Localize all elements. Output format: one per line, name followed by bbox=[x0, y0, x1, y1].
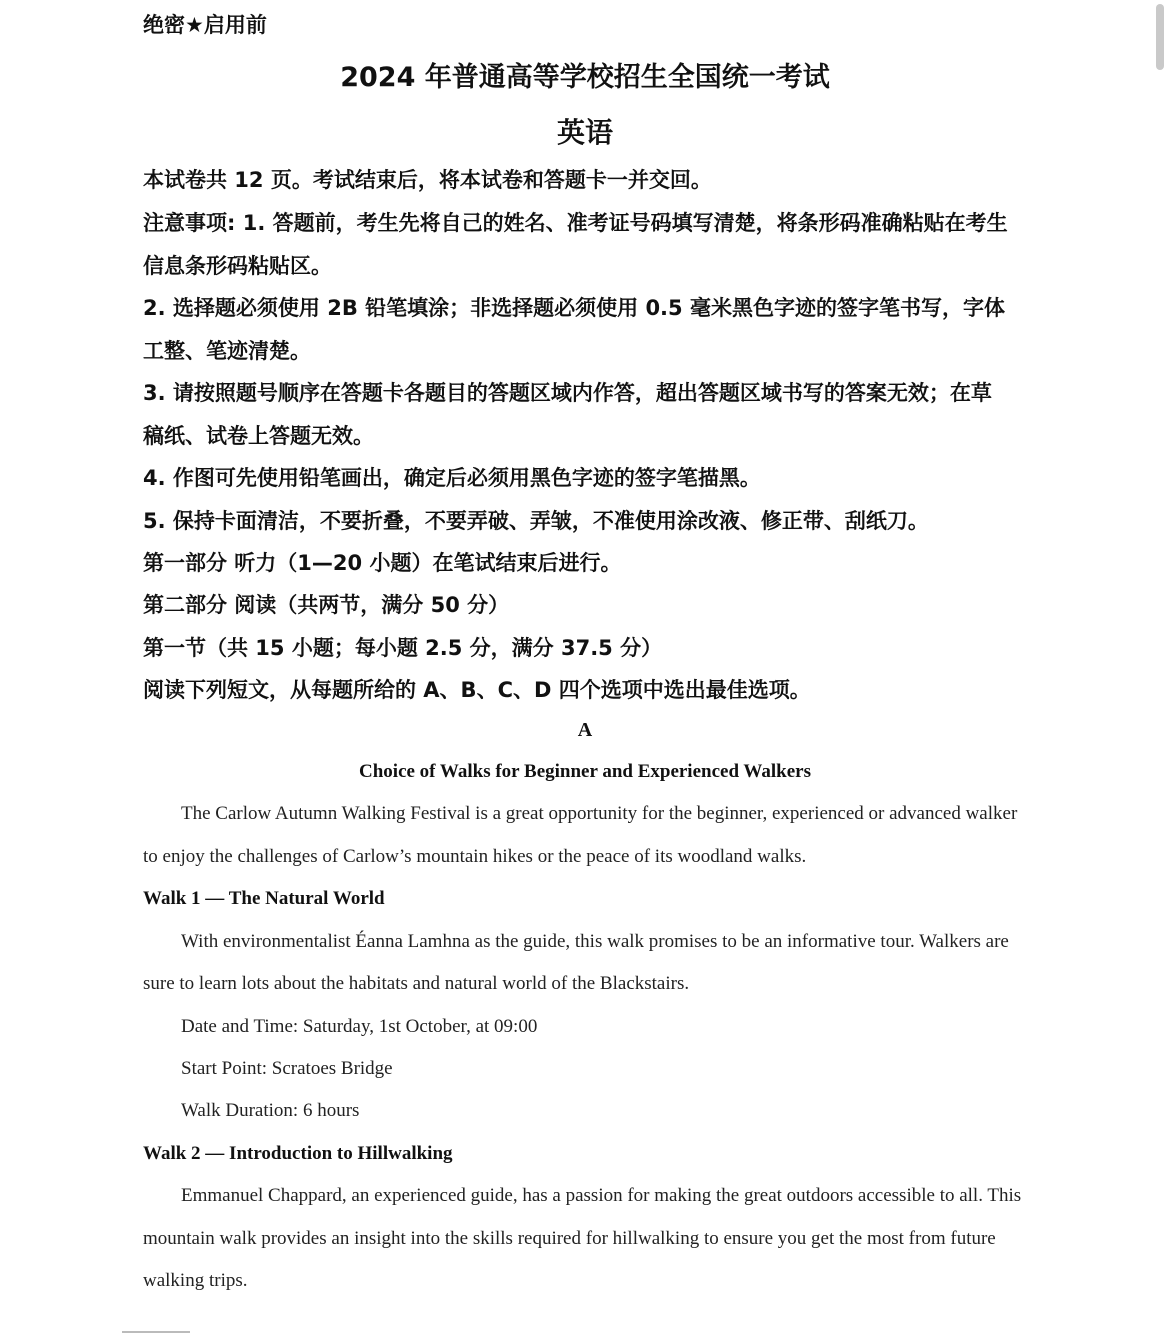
walk2-desc-line2: mountain walk provides an insight into the skills required for hillwalking to ensure you get the most from future bbox=[143, 1228, 996, 1249]
walk1-desc-line2: sure to learn lots about the habitats and natural world of the Blackstairs. bbox=[143, 973, 690, 994]
passage-title: Choice of Walks for Beginner and Experienced Walkers bbox=[359, 761, 811, 782]
subject-title: 英语 bbox=[556, 116, 613, 149]
note2-line1: 2. 选择题必须使用 2B 铅笔填涂；非选择题必须使用 0.5 毫米黑色字迹的签字笔书写，字体 bbox=[143, 296, 1005, 320]
vertical-scrollbar[interactable] bbox=[1156, 4, 1164, 70]
note1-line2: 信息条形码粘贴区。 bbox=[143, 254, 332, 278]
note5: 5. 保持卡面清洁，不要折叠，不要弄破、弄皱，不准使用涂改液、修正带、刮纸刀。 bbox=[143, 509, 929, 533]
walk1-heading: Walk 1 — The Natural World bbox=[143, 888, 385, 909]
note3-line1: 3. 请按照题号顺序在答题卡各题目的答题区域内作答，超出答题区域书写的答案无效；在草 bbox=[143, 381, 992, 405]
walk2-heading: Walk 2 — Introduction to Hillwalking bbox=[143, 1143, 453, 1164]
passage-letter: A bbox=[577, 719, 593, 741]
intro-line2: to enjoy the challenges of Carlow’s mountain hikes or the peace of its woodland walks. bbox=[143, 846, 807, 867]
part2-reading: 第二部分 阅读（共两节，满分 50 分） bbox=[143, 593, 510, 617]
reading-directions: 阅读下列短文，从每题所给的 A、B、C、D 四个选项中选出最佳选项。 bbox=[143, 678, 811, 702]
part1-listening: 第一部分 听力（1—20 小题）在笔试结束后进行。 bbox=[143, 551, 622, 575]
walk1-desc-line1: With environmentalist Éanna Lamhna as the guide, this walk promises to be an informative tour. Walkers are bbox=[181, 931, 1009, 952]
page-edge-mark bbox=[122, 1331, 190, 1333]
walk2-desc-line3: walking trips. bbox=[143, 1270, 248, 1291]
note3-line2: 稿纸、试卷上答题无效。 bbox=[143, 424, 374, 448]
note4: 4. 作图可先使用铅笔画出，确定后必须用黑色字迹的签字笔描黑。 bbox=[143, 466, 761, 490]
instructions-intro: 本试卷共 12 页。考试结束后，将本试卷和答题卡一并交回。 bbox=[143, 168, 712, 192]
exam-title: 2024 年普通高等学校招生全国统一考试 bbox=[340, 62, 830, 93]
intro-line1: The Carlow Autumn Walking Festival is a great opportunity for the beginner, experienced or advanced walker bbox=[181, 803, 1018, 824]
walk1-duration: Walk Duration: 6 hours bbox=[181, 1100, 360, 1121]
walk2-desc-line1: Emmanuel Chappard, an experienced guide, has a passion for making the great outdoors accessible to all. This bbox=[181, 1185, 1022, 1206]
note1-line1: 注意事项: 1. 答题前，考生先将自己的姓名、准考证号码填写清楚，将条形码准确粘贴在考生 bbox=[143, 211, 1008, 235]
walk1-date: Date and Time: Saturday, 1st October, at 09:00 bbox=[181, 1016, 538, 1037]
note2-line2: 工整、笔迹清楚。 bbox=[143, 339, 311, 363]
section1-heading: 第一节（共 15 小题；每小题 2.5 分，满分 37.5 分） bbox=[143, 636, 663, 660]
walk1-start: Start Point: Scratoes Bridge bbox=[181, 1058, 393, 1079]
secret-label: 绝密★启用前 bbox=[143, 13, 267, 37]
